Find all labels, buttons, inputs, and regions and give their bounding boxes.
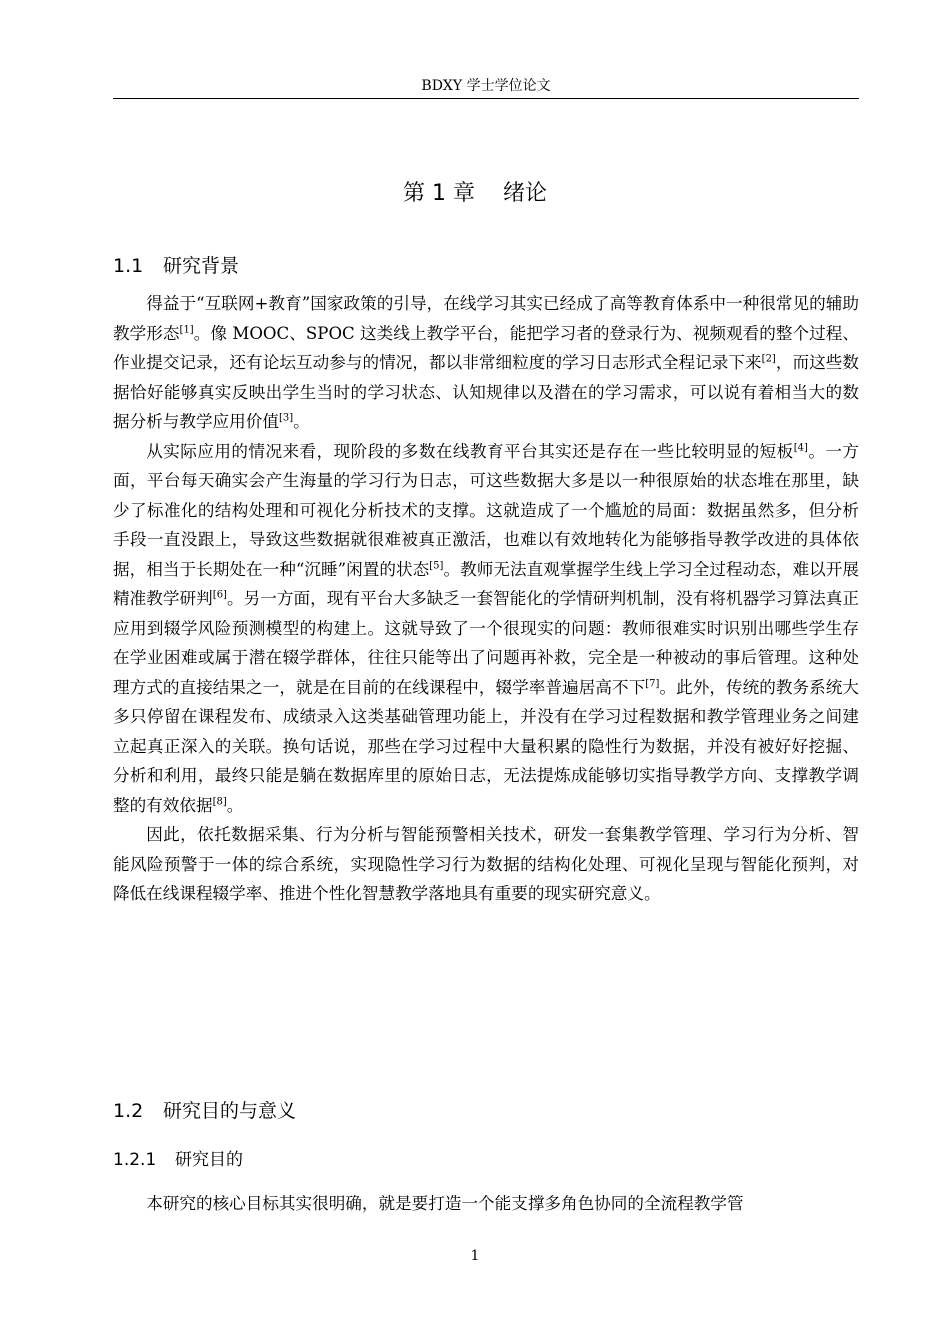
section-title: 研究背景 (163, 255, 240, 277)
paragraph-text: 从实际应用的情况来看，现阶段的多数在线教育平台其实还是存在一些比较明显的短板 (146, 441, 794, 461)
paragraph-text: 。 (293, 412, 310, 431)
paragraph: 本研究的核心目标其实很明确，就是要打造一个能支撑多角色协同的全流程教学管 (146, 1194, 744, 1213)
section-body-1-1 (113, 289, 859, 909)
paragraph-text: 。此外，传统的教务系统大多只停留在课程发布、成绩录入这类基础管理功能上，并没有在学习过程数据和教学管理业务之间建立起真正深入的关联。换句话说，那些在学习过程中大量积累的隐性行为数据，并没有被好好挖掘、分析和利用，最终只能是躺在数据库里的原始日志，无法提炼成能够切实指导教学方向、支撑教学调整的有效依据 (113, 677, 860, 815)
running-header: BDXY 学士学位论文 (421, 78, 551, 94)
citation-ref: [8] (212, 795, 227, 807)
section-heading-1-2 (113, 1097, 296, 1125)
subsection-title: 研究目的 (175, 1150, 243, 1170)
header-rule (113, 98, 859, 99)
subsection-number: 1.2.1 (113, 1150, 157, 1170)
section-heading-1-1 (113, 252, 239, 280)
chapter-number: 第 1 章 (403, 181, 475, 206)
paragraph-text: 。 (226, 795, 244, 815)
subsection-body-1-2-1 (113, 1189, 859, 1219)
section-title: 研究目的与意义 (163, 1100, 297, 1122)
citation-ref: [5] (429, 559, 444, 571)
paragraph-text: ，而这些数据恰好能够真实反映出学生当时的学习状态、认知规律以及潜在的学习需求，可以说有着相当大的数据分析与教学应用价值 (113, 353, 860, 431)
chapter-heading (0, 178, 950, 210)
paragraph-text: 。另一方面，现有平台大多缺乏一套智能化的学情研判机制，没有将机器学习算法真正应用到辍学风险预测模型的构建上。这就导致了一个很现实的问题：教师很难实时识别出哪些学生存在学业困难或属于潜在辍学群体，往往只能等出了问题再补救，完全是一种被动的事后管理。这种处理方式的直接结果之一，就是在目前的在线课程中，辍学率普遍居高不下 (113, 589, 859, 697)
paragraph-text: 。像 MOOC、SPOC 这类线上教学平台，能把学习者的登录行为、视频观看的整个过程、作业提交记录，还有论坛互动参与的情况，都以非常细粒度的学习日志形式全程记录下来 (113, 323, 860, 372)
citation-ref: [1] (179, 323, 194, 335)
paragraph (113, 820, 859, 909)
citation-ref: [3] (278, 412, 294, 424)
citation-ref: [2] (761, 353, 776, 365)
paragraph-text: 。教师无法直观掌握学生线上学习全过程动态，难以开展精准教学研判 (113, 559, 860, 608)
subsection-heading-1-2-1 (113, 1147, 243, 1173)
section-number: 1.2 (113, 1100, 144, 1122)
paragraph (113, 437, 859, 821)
paragraph-text: 因此，依托数据采集、行为分析与智能预警相关技术，研发一套集教学管理、学习行为分析、智能风险预警于一体的综合系统，实现隐性学习行为数据的结构化处理、可视化呈现与智能化预判，对降低在线课程辍学率、推进个性化智慧教学落地具有重要的现实研究意义。 (113, 825, 859, 903)
citation-ref: [7] (645, 677, 660, 689)
paragraph-text: 得益于“互联网+教育”国家政策的引导，在线学习其实已经成了高等教育体系中一种很常见的辅助教学形态 (113, 294, 859, 343)
section-number: 1.1 (113, 255, 144, 277)
chapter-title: 绪论 (502, 181, 547, 206)
paragraph (113, 289, 859, 437)
citation-ref: [4] (793, 441, 808, 453)
paragraph-text: 。一方面，平台每天确实会产生海量的学习行为日志，可这些数据大多是以一种很原始的状态堆在那里，缺少了标准化的结构处理和可视化分析技术的支撑。这就造成了一个尴尬的局面：数据虽然多，但分析手段一直没跟上，导致这些数据就很难被真正激活，也难以有效地转化为能够指导教学改进的具体依据，相当于长期处在一种“沉睡”闲置的状态 (113, 441, 860, 579)
page-number: 1 (470, 1248, 480, 1264)
citation-ref: [6] (212, 589, 227, 601)
